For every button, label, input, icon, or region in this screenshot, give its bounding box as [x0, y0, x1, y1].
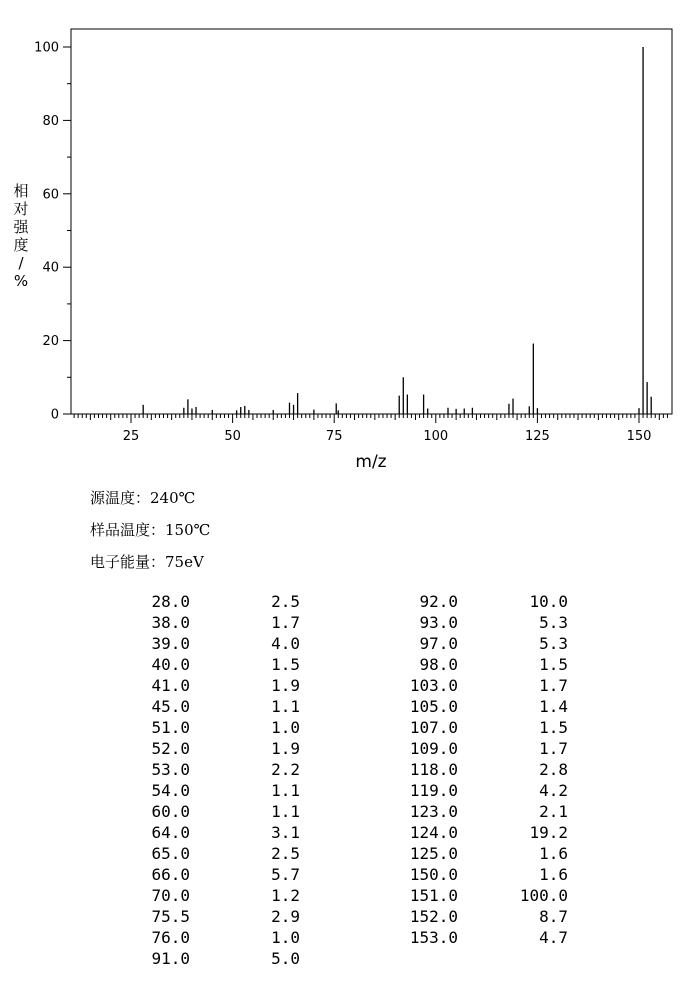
mz-cell: 153.0: [409, 928, 458, 947]
intensity-cell: 4.2: [539, 781, 568, 800]
mz-cell: 45.0: [151, 697, 190, 716]
mass-spectrum-chart: [0, 0, 696, 480]
intensity-cell: 1.2: [271, 886, 300, 905]
intensity-cell: 3.1: [271, 823, 300, 842]
mz-cell: 93.0: [419, 613, 458, 632]
y-tick-label: 100: [34, 40, 59, 56]
table-row: [0, 592, 696, 613]
plot-frame: [71, 29, 672, 414]
mz-cell: 52.0: [151, 739, 190, 758]
intensity-cell: 1.9: [271, 739, 300, 758]
mz-cell: 53.0: [151, 760, 190, 779]
intensity-cell: 100.0: [519, 886, 568, 905]
table-row: [0, 865, 696, 886]
mz-cell: 105.0: [409, 697, 458, 716]
table-row: [0, 949, 696, 970]
mz-cell: 51.0: [151, 718, 190, 737]
mz-cell: 125.0: [409, 844, 458, 863]
intensity-cell: 2.2: [271, 760, 300, 779]
y-tick-label: 20: [42, 334, 59, 350]
intensity-cell: 1.5: [539, 718, 568, 737]
intensity-cell: 1.1: [271, 781, 300, 800]
intensity-cell: 5.7: [271, 865, 300, 884]
mz-cell: 40.0: [151, 655, 190, 674]
intensity-cell: 2.9: [271, 907, 300, 926]
intensity-cell: 8.7: [539, 907, 568, 926]
y-tick-label: 60: [42, 187, 59, 203]
y-tick-label: 80: [42, 113, 59, 129]
table-row: [0, 886, 696, 907]
table-row: [0, 718, 696, 739]
table-row: [0, 802, 696, 823]
intensity-cell: 5.0: [271, 949, 300, 968]
intensity-cell: 1.1: [271, 697, 300, 716]
intensity-cell: 1.7: [271, 613, 300, 632]
intensity-cell: 5.3: [539, 634, 568, 653]
table-row: [0, 760, 696, 781]
table-row: [0, 844, 696, 865]
x-tick-label: 75: [325, 429, 343, 444]
mz-cell: 41.0: [151, 676, 190, 695]
x-tick-label: 50: [224, 429, 241, 444]
x-axis: [74, 414, 667, 444]
intensity-cell: 1.9: [271, 676, 300, 695]
mz-cell: 97.0: [419, 634, 458, 653]
mz-cell: 98.0: [419, 655, 458, 674]
intensity-cell: 1.7: [539, 739, 568, 758]
table-row: [0, 697, 696, 718]
mz-cell: 103.0: [409, 676, 458, 695]
table-row: [0, 655, 696, 676]
mz-cell: 76.0: [151, 928, 190, 947]
intensity-cell: 2.8: [539, 760, 568, 779]
intensity-cell: 1.5: [271, 655, 300, 674]
intensity-cell: 1.6: [539, 865, 568, 884]
mz-cell: 109.0: [409, 739, 458, 758]
intensity-cell: 1.6: [539, 844, 568, 863]
mz-cell: 118.0: [409, 760, 458, 779]
x-tick-label: 150: [626, 429, 652, 444]
mz-cell: 123.0: [409, 802, 458, 821]
intensity-cell: 10.0: [529, 592, 568, 611]
plot-frame-rect: [71, 29, 672, 414]
y-tick-label: 40: [42, 260, 59, 276]
intensity-cell: 2.1: [539, 802, 568, 821]
table-row: [0, 907, 696, 928]
mz-cell: 92.0: [419, 592, 458, 611]
intensity-cell: 4.7: [539, 928, 568, 947]
table-row: [0, 781, 696, 802]
mz-cell: 150.0: [409, 865, 458, 884]
mz-cell: 124.0: [409, 823, 458, 842]
table-row: [0, 634, 696, 655]
table-row: [0, 676, 696, 697]
mz-cell: 119.0: [409, 781, 458, 800]
intensity-cell: 1.5: [539, 655, 568, 674]
x-tick-label: 100: [423, 429, 449, 444]
x-tick-label: 125: [524, 429, 550, 444]
mz-cell: 151.0: [409, 886, 458, 905]
intensity-cell: 2.5: [271, 844, 300, 863]
intensity-cell: 1.4: [539, 697, 568, 716]
mz-cell: 64.0: [151, 823, 190, 842]
mz-cell: 65.0: [151, 844, 190, 863]
mz-cell: 38.0: [151, 613, 190, 632]
intensity-cell: 1.7: [539, 676, 568, 695]
x-axis-label: m/z: [355, 452, 387, 472]
mz-cell: 107.0: [409, 718, 458, 737]
mz-cell: 70.0: [151, 886, 190, 905]
table-row: [0, 613, 696, 634]
y-axis: [34, 41, 71, 423]
y-tick-label: 0: [50, 407, 59, 423]
intensity-cell: 2.5: [271, 592, 300, 611]
mz-cell: 60.0: [151, 802, 190, 821]
intensity-cell: 19.2: [529, 823, 568, 842]
electron-energy: 电子能量：75eV: [90, 553, 204, 571]
mz-cell: 28.0: [151, 592, 190, 611]
mz-cell: 39.0: [151, 634, 190, 653]
intensity-cell: 5.3: [539, 613, 568, 632]
mz-cell: 152.0: [409, 907, 458, 926]
table-row: [0, 928, 696, 949]
source-temperature: 源温度：240℃: [90, 489, 196, 507]
intensity-cell: 1.0: [271, 928, 300, 947]
y-axis-label: 相对强度/ %: [13, 182, 29, 290]
mz-cell: 91.0: [151, 949, 190, 968]
intensity-cell: 1.0: [271, 718, 300, 737]
peak-table: [0, 592, 696, 970]
intensity-cell: 1.1: [271, 802, 300, 821]
x-tick-label: 25: [122, 429, 140, 444]
mz-cell: 66.0: [151, 865, 190, 884]
peak-bars: [143, 47, 651, 414]
mz-cell: 54.0: [151, 781, 190, 800]
table-row: [0, 823, 696, 844]
mz-cell: 75.5: [151, 907, 190, 926]
table-row: [0, 739, 696, 760]
sample-temperature: 样品温度：150℃: [90, 521, 211, 539]
intensity-cell: 4.0: [271, 634, 300, 653]
